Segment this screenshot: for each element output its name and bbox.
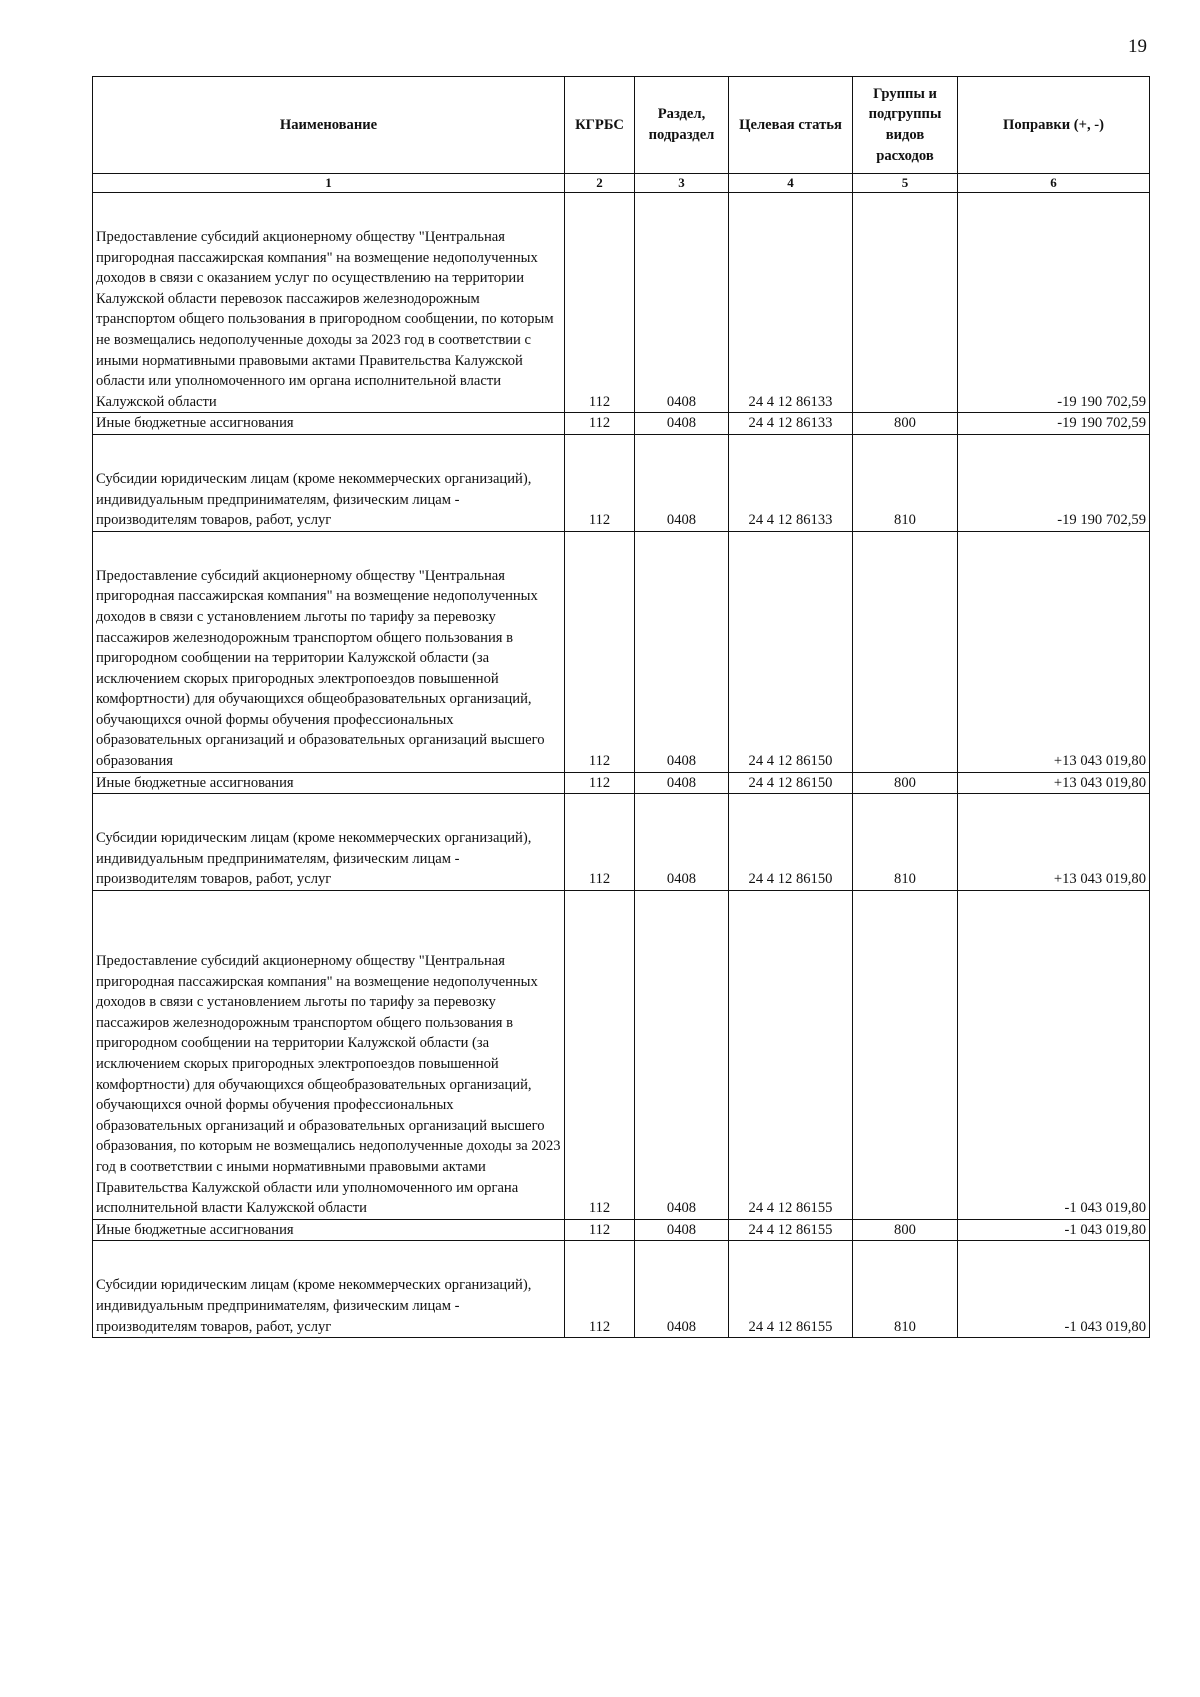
cell-section: 0408 — [635, 1275, 729, 1337]
cell-target: 24 4 12 86155 — [729, 1219, 853, 1241]
cell-kgrbs: 112 — [565, 828, 635, 890]
row-spacer — [93, 1241, 1150, 1276]
cell-name: Иные бюджетные ассигнования — [93, 413, 565, 435]
colnum: 1 — [93, 174, 565, 193]
row-spacer — [93, 434, 1150, 469]
cell-name: Субсидии юридическим лицам (кроме некоммерческих организаций), индивидуальным предпринимателям, физическим лицам - производителям товаров, работ, услуг — [93, 828, 565, 890]
colnum: 6 — [958, 174, 1150, 193]
cell-name: Предоставление субсидий акционерному обществу "Центральная пригородная пассажирская компания" на возмещение недополученных доходов в связи с установлением льготы по тарифу за перевозку пассажиров железнодорожным транспортом общего пользования в пригородном сообщении на территории Калужской области (за исключением скорых пригородных электропоездов повышенной комфортности) для обучающихся общеобразовательных организаций, обучающихся очной формы обучения профессиональных образовательных организаций и образовательных организаций высшего образования — [93, 566, 565, 772]
cell-group — [853, 227, 958, 413]
cell-target: 24 4 12 86133 — [729, 469, 853, 531]
cell-group: 800 — [853, 1219, 958, 1241]
cell-section: 0408 — [635, 772, 729, 794]
cell-kgrbs: 112 — [565, 413, 635, 435]
cell-kgrbs: 112 — [565, 1275, 635, 1337]
header-group: Группы и подгруппы видов расходов — [853, 77, 958, 174]
cell-kgrbs: 112 — [565, 227, 635, 413]
header-row — [93, 77, 1150, 174]
cell-target: 24 4 12 86133 — [729, 227, 853, 413]
table-row — [93, 1275, 1150, 1337]
cell-amend: +13 043 019,80 — [958, 828, 1150, 890]
cell-amend: +13 043 019,80 — [958, 566, 1150, 772]
cell-name: Субсидии юридическим лицам (кроме некоммерческих организаций), индивидуальным предпринимателям, физическим лицам - производителям товаров, работ, услуг — [93, 1275, 565, 1337]
colnum: 2 — [565, 174, 635, 193]
cell-group: 800 — [853, 413, 958, 435]
table-row — [93, 951, 1150, 1219]
row-spacer — [93, 891, 1150, 952]
colnum: 5 — [853, 174, 958, 193]
header-kgrbs: КГРБС — [565, 77, 635, 174]
table-row — [93, 828, 1150, 890]
cell-name: Предоставление субсидий акционерному обществу "Центральная пригородная пассажирская компания" на возмещение недополученных доходов в связи с оказанием услуг по осуществлению на территории Калужской области перевозок пассажиров железнодорожным транспортом общего пользования в пригородном сообщении, по которым не возмещались недополученные доходы за 2023 год в соответствии с иными нормативными правовыми актами Правительства Калужской области или уполномоченного им органа исполнительной власти Калужской области — [93, 227, 565, 413]
cell-name: Иные бюджетные ассигнования — [93, 772, 565, 794]
page-number: 19 — [1128, 36, 1147, 57]
header-target: Целевая статья — [729, 77, 853, 174]
colnum: 4 — [729, 174, 853, 193]
cell-group: 810 — [853, 1275, 958, 1337]
cell-section: 0408 — [635, 828, 729, 890]
table-row — [93, 413, 1150, 435]
cell-group: 810 — [853, 828, 958, 890]
table-row — [93, 566, 1150, 772]
cell-target: 24 4 12 86155 — [729, 1275, 853, 1337]
cell-group: 800 — [853, 772, 958, 794]
cell-kgrbs: 112 — [565, 951, 635, 1219]
row-spacer — [93, 794, 1150, 829]
cell-amend: -19 190 702,59 — [958, 413, 1150, 435]
cell-target: 24 4 12 86133 — [729, 413, 853, 435]
cell-kgrbs: 112 — [565, 469, 635, 531]
cell-amend: -1 043 019,80 — [958, 951, 1150, 1219]
cell-section: 0408 — [635, 469, 729, 531]
table-row — [93, 1219, 1150, 1241]
row-spacer — [93, 193, 1150, 228]
cell-section: 0408 — [635, 1219, 729, 1241]
cell-amend: -1 043 019,80 — [958, 1219, 1150, 1241]
table-row — [93, 772, 1150, 794]
colnum: 3 — [635, 174, 729, 193]
cell-section: 0408 — [635, 227, 729, 413]
cell-name: Предоставление субсидий акционерному обществу "Центральная пригородная пассажирская компания" на возмещение недополученных доходов в связи с установлением льготы по тарифу за перевозку пассажиров железнодорожным транспортом общего пользования в пригородном сообщении на территории Калужской области (за исключением скорых пригородных электропоездов повышенной комфортности) для обучающихся общеобразовательных организаций, обучающихся очной формы обучения профессиональных образовательных организаций и образовательных организаций высшего образования, по которым не возмещались недополученные доходы за 2023 год в соответствии с иными нормативными правовыми актами Правительства Калужской области или уполномоченного им органа исполнительной власти Калужской области — [93, 951, 565, 1219]
cell-kgrbs: 112 — [565, 566, 635, 772]
table-row — [93, 227, 1150, 413]
cell-amend: -19 190 702,59 — [958, 227, 1150, 413]
cell-name: Субсидии юридическим лицам (кроме некоммерческих организаций), индивидуальным предпринимателям, физическим лицам - производителям товаров, работ, услуг — [93, 469, 565, 531]
cell-target: 24 4 12 86150 — [729, 828, 853, 890]
cell-amend: -19 190 702,59 — [958, 469, 1150, 531]
budget-amendments-table — [92, 76, 1150, 1338]
cell-group: 810 — [853, 469, 958, 531]
row-spacer — [93, 531, 1150, 566]
cell-name: Иные бюджетные ассигнования — [93, 1219, 565, 1241]
cell-group — [853, 951, 958, 1219]
cell-target: 24 4 12 86155 — [729, 951, 853, 1219]
cell-section: 0408 — [635, 413, 729, 435]
cell-amend: +13 043 019,80 — [958, 772, 1150, 794]
column-number-row — [93, 174, 1150, 193]
cell-target: 24 4 12 86150 — [729, 566, 853, 772]
cell-target: 24 4 12 86150 — [729, 772, 853, 794]
cell-kgrbs: 112 — [565, 772, 635, 794]
cell-section: 0408 — [635, 951, 729, 1219]
cell-section: 0408 — [635, 566, 729, 772]
header-amend: Поправки (+, -) — [958, 77, 1150, 174]
cell-kgrbs: 112 — [565, 1219, 635, 1241]
header-name: Наименование — [93, 77, 565, 174]
cell-amend: -1 043 019,80 — [958, 1275, 1150, 1337]
header-section: Раздел, подраздел — [635, 77, 729, 174]
cell-group — [853, 566, 958, 772]
table-row — [93, 469, 1150, 531]
